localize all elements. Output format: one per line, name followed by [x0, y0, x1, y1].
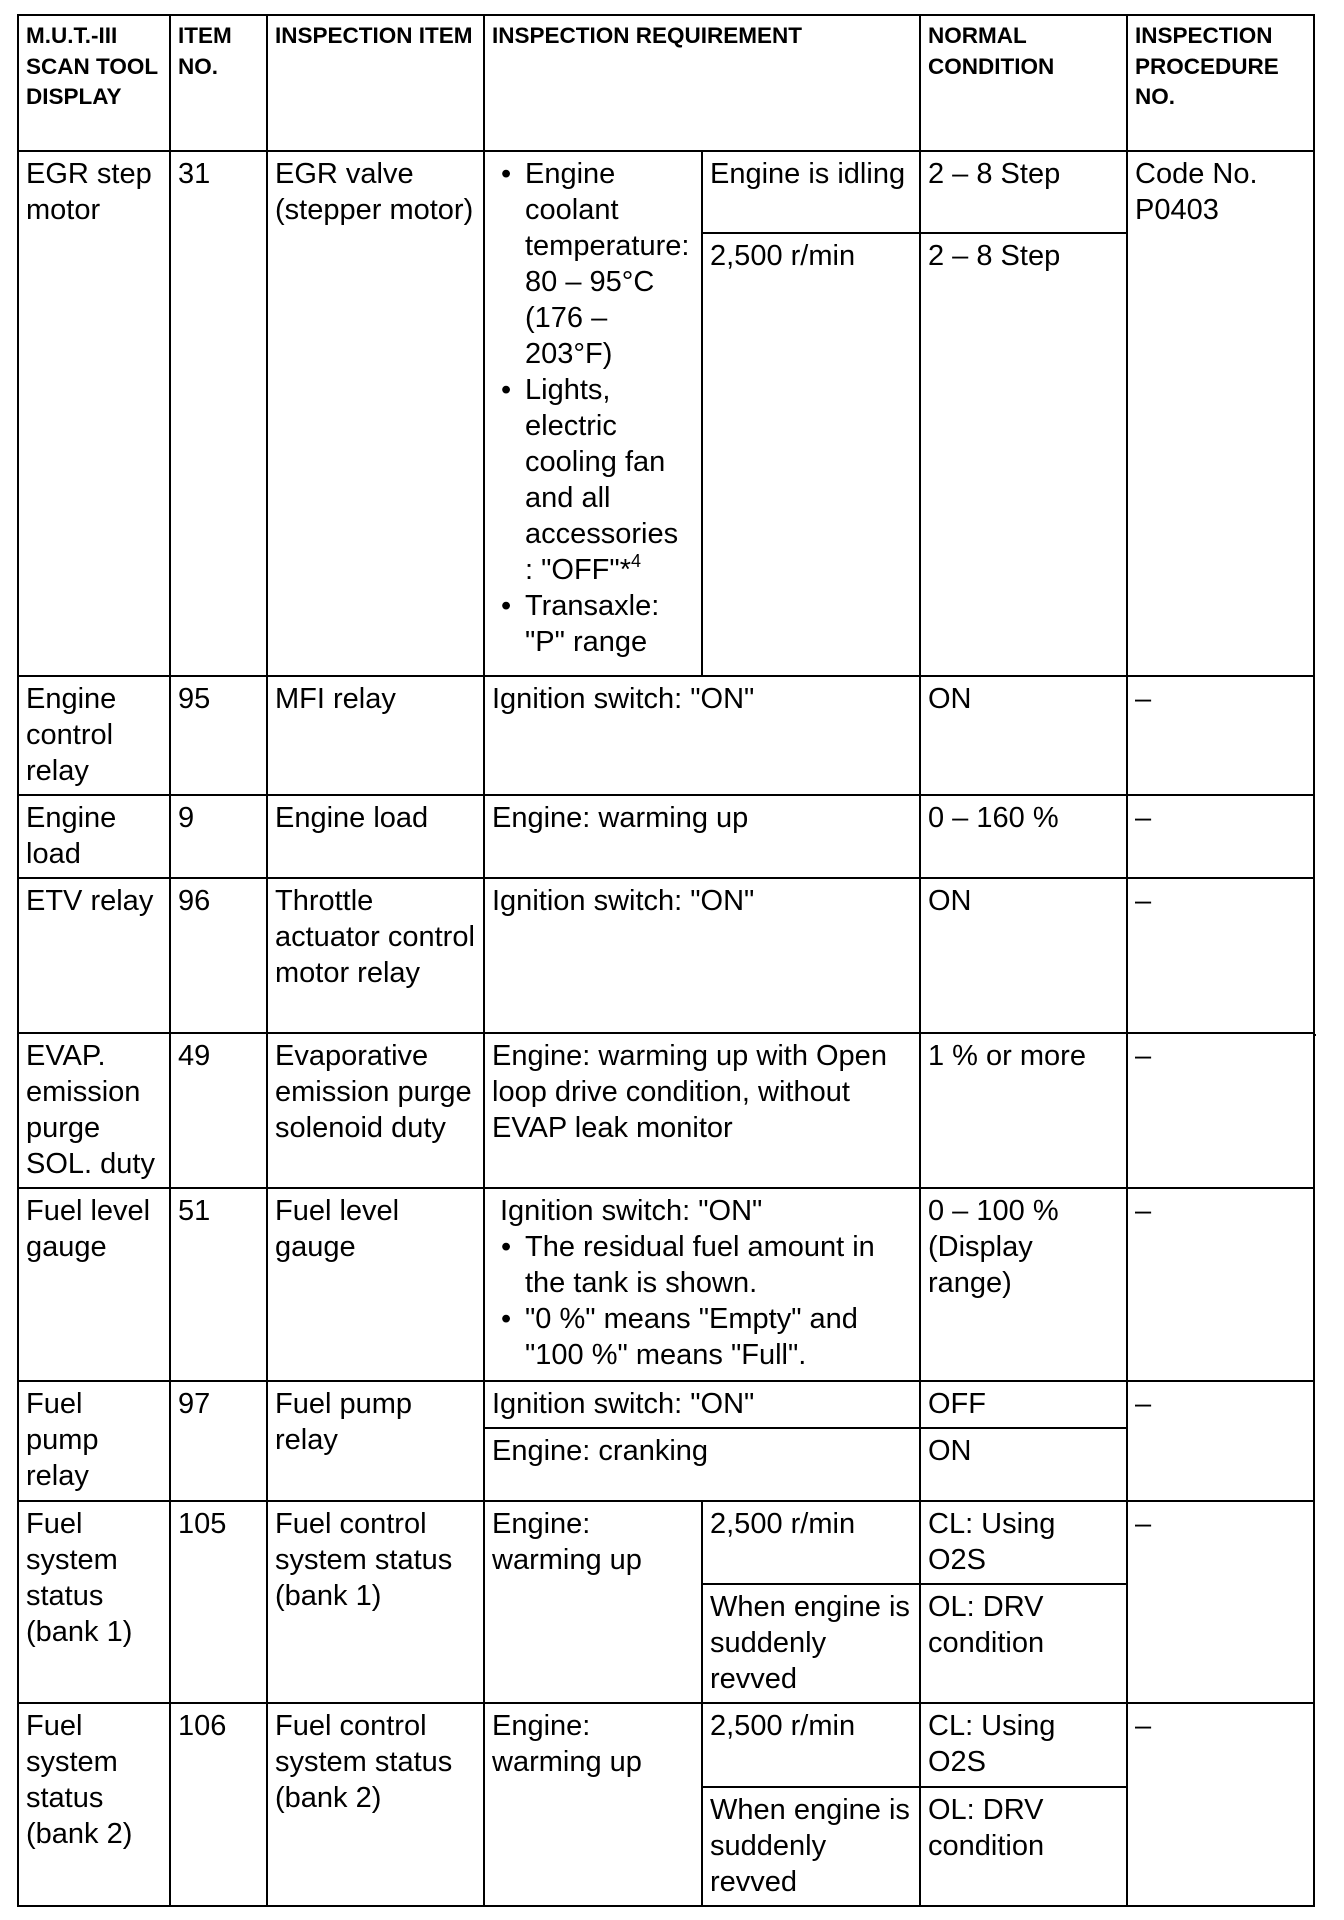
cell-sub-requirement: 2,500 r/min — [702, 1703, 920, 1787]
cell-display: Fuel system status (bank 1) — [18, 1501, 170, 1703]
table-row — [18, 878, 1314, 1033]
list-item: • Transaxle: "P" range — [492, 588, 694, 660]
cell-sub-requirement: 2,500 r/min — [702, 1501, 920, 1584]
cell-item: Engine load — [267, 795, 484, 878]
list-item: • The residual fuel amount in the tank is shown. — [492, 1229, 912, 1301]
inspection-table — [17, 14, 1315, 1907]
cell-item-no: 95 — [170, 676, 267, 795]
cell-condition: 1 % or more — [920, 1033, 1127, 1188]
cell-item-no: 49 — [170, 1033, 267, 1188]
cell-condition: CL: Using O2S — [920, 1501, 1127, 1584]
cell-display: Fuel system status (bank 2) — [18, 1703, 170, 1906]
cell-display: Engine control relay — [18, 676, 170, 795]
table-row — [18, 1501, 1314, 1584]
cell-requirement: Engine: warming up — [484, 795, 920, 878]
footnote-mark: 4 — [630, 551, 641, 571]
cell-requirement: Ignition switch: "ON" — [484, 1381, 920, 1428]
header-procedure: INSPECTION PROCEDURE NO. — [1127, 15, 1314, 151]
requirement-list — [492, 156, 694, 660]
cell-procedure: – — [1127, 1703, 1314, 1906]
cell-procedure: – — [1127, 676, 1314, 795]
cell-condition: ON — [920, 676, 1127, 795]
cell-condition: OL: DRV condition — [920, 1787, 1127, 1906]
cell-requirement: Engine: warming up with Open loop drive condition, without EVAP leak monitor — [484, 1033, 920, 1188]
table-row — [18, 1703, 1314, 1787]
cell-procedure: Code No. P0403 — [1127, 151, 1314, 676]
list-item: • Engine coolant temperature: 80 – 95°C (176 – 203°F) — [492, 156, 694, 372]
cell-condition: 2 – 8 Step — [920, 151, 1127, 233]
table-row — [18, 1381, 1314, 1428]
cell-condition: 2 – 8 Step — [920, 233, 1127, 676]
cell-requirement: Engine: cranking — [484, 1428, 920, 1501]
cell-condition: OFF — [920, 1381, 1127, 1428]
cell-item: Fuel control system status (bank 1) — [267, 1501, 484, 1703]
cell-condition: 0 – 100 % (Display range) — [920, 1188, 1127, 1381]
cell-sub-requirement: 2,500 r/min — [702, 233, 920, 676]
cell-item-no: 96 — [170, 878, 267, 1033]
cell-item: EGR valve (stepper motor) — [267, 151, 484, 676]
cell-procedure: – — [1127, 1501, 1314, 1703]
cell-item-no: 106 — [170, 1703, 267, 1906]
cell-display: EVAP. emission purge SOL. duty — [18, 1033, 170, 1188]
cell-item-no: 51 — [170, 1188, 267, 1381]
cell-condition: ON — [920, 1428, 1127, 1501]
list-item-text: Lights, electric cooling fan and all accessories : "OFF"* — [525, 374, 679, 586]
cell-item: Throttle actuator control motor relay — [267, 878, 484, 1033]
header-requirement: INSPECTION REQUIREMENT — [484, 15, 920, 151]
cell-condition: OL: DRV condition — [920, 1584, 1127, 1703]
cell-item-no: 97 — [170, 1381, 267, 1501]
table-row — [18, 795, 1314, 878]
cell-item: MFI relay — [267, 676, 484, 795]
header-condition: NORMAL CONDITION — [920, 15, 1127, 151]
cell-requirement — [484, 151, 702, 676]
cell-item-no: 31 — [170, 151, 267, 676]
cell-requirement — [484, 1188, 920, 1381]
cell-display: Engine load — [18, 795, 170, 878]
cell-procedure: – — [1127, 795, 1314, 878]
table-row — [18, 1188, 1314, 1381]
cell-procedure: – — [1127, 1188, 1314, 1381]
cell-procedure: – — [1127, 1381, 1314, 1501]
cell-condition: 0 – 160 % — [920, 795, 1127, 878]
header-item-no: ITEM NO. — [170, 15, 267, 151]
table-row — [18, 676, 1314, 795]
cell-display: EGR step motor — [18, 151, 170, 676]
cell-item: Fuel control system status (bank 2) — [267, 1703, 484, 1906]
cell-requirement: Engine: warming up — [484, 1703, 702, 1906]
cell-condition: CL: Using O2S — [920, 1703, 1127, 1787]
requirement-list — [492, 1229, 912, 1373]
list-item — [492, 372, 694, 588]
list-item: • "0 %" means "Empty" and "100 %" means "Full". — [492, 1301, 912, 1373]
cell-item-no: 105 — [170, 1501, 267, 1703]
header-item: INSPECTION ITEM — [267, 15, 484, 151]
cell-display: Fuel level gauge — [18, 1188, 170, 1381]
cell-condition: ON — [920, 878, 1127, 1033]
requirement-lead: Ignition switch: "ON" — [500, 1195, 763, 1227]
cell-requirement: Engine: warming up — [484, 1501, 702, 1703]
table-edge-mark — [1313, 1034, 1316, 1036]
header-row — [18, 15, 1314, 151]
table-row — [18, 1033, 1314, 1188]
table-row — [18, 151, 1314, 233]
cell-item: Evaporative emission purge solenoid duty — [267, 1033, 484, 1188]
cell-item-no: 9 — [170, 795, 267, 878]
cell-sub-requirement: Engine is idling — [702, 151, 920, 233]
cell-requirement: Ignition switch: "ON" — [484, 676, 920, 795]
cell-display: Fuel pump relay — [18, 1381, 170, 1501]
cell-display: ETV relay — [18, 878, 170, 1033]
header-display: M.U.T.-III SCAN TOOL DISPLAY — [18, 15, 170, 151]
cell-item: Fuel level gauge — [267, 1188, 484, 1381]
cell-procedure: – — [1127, 878, 1314, 1033]
cell-procedure: – — [1127, 1033, 1314, 1188]
cell-sub-requirement: When engine is suddenly revved — [702, 1584, 920, 1703]
cell-sub-requirement: When engine is suddenly revved — [702, 1787, 920, 1906]
cell-requirement: Ignition switch: "ON" — [484, 878, 920, 1033]
cell-item: Fuel pump relay — [267, 1381, 484, 1501]
